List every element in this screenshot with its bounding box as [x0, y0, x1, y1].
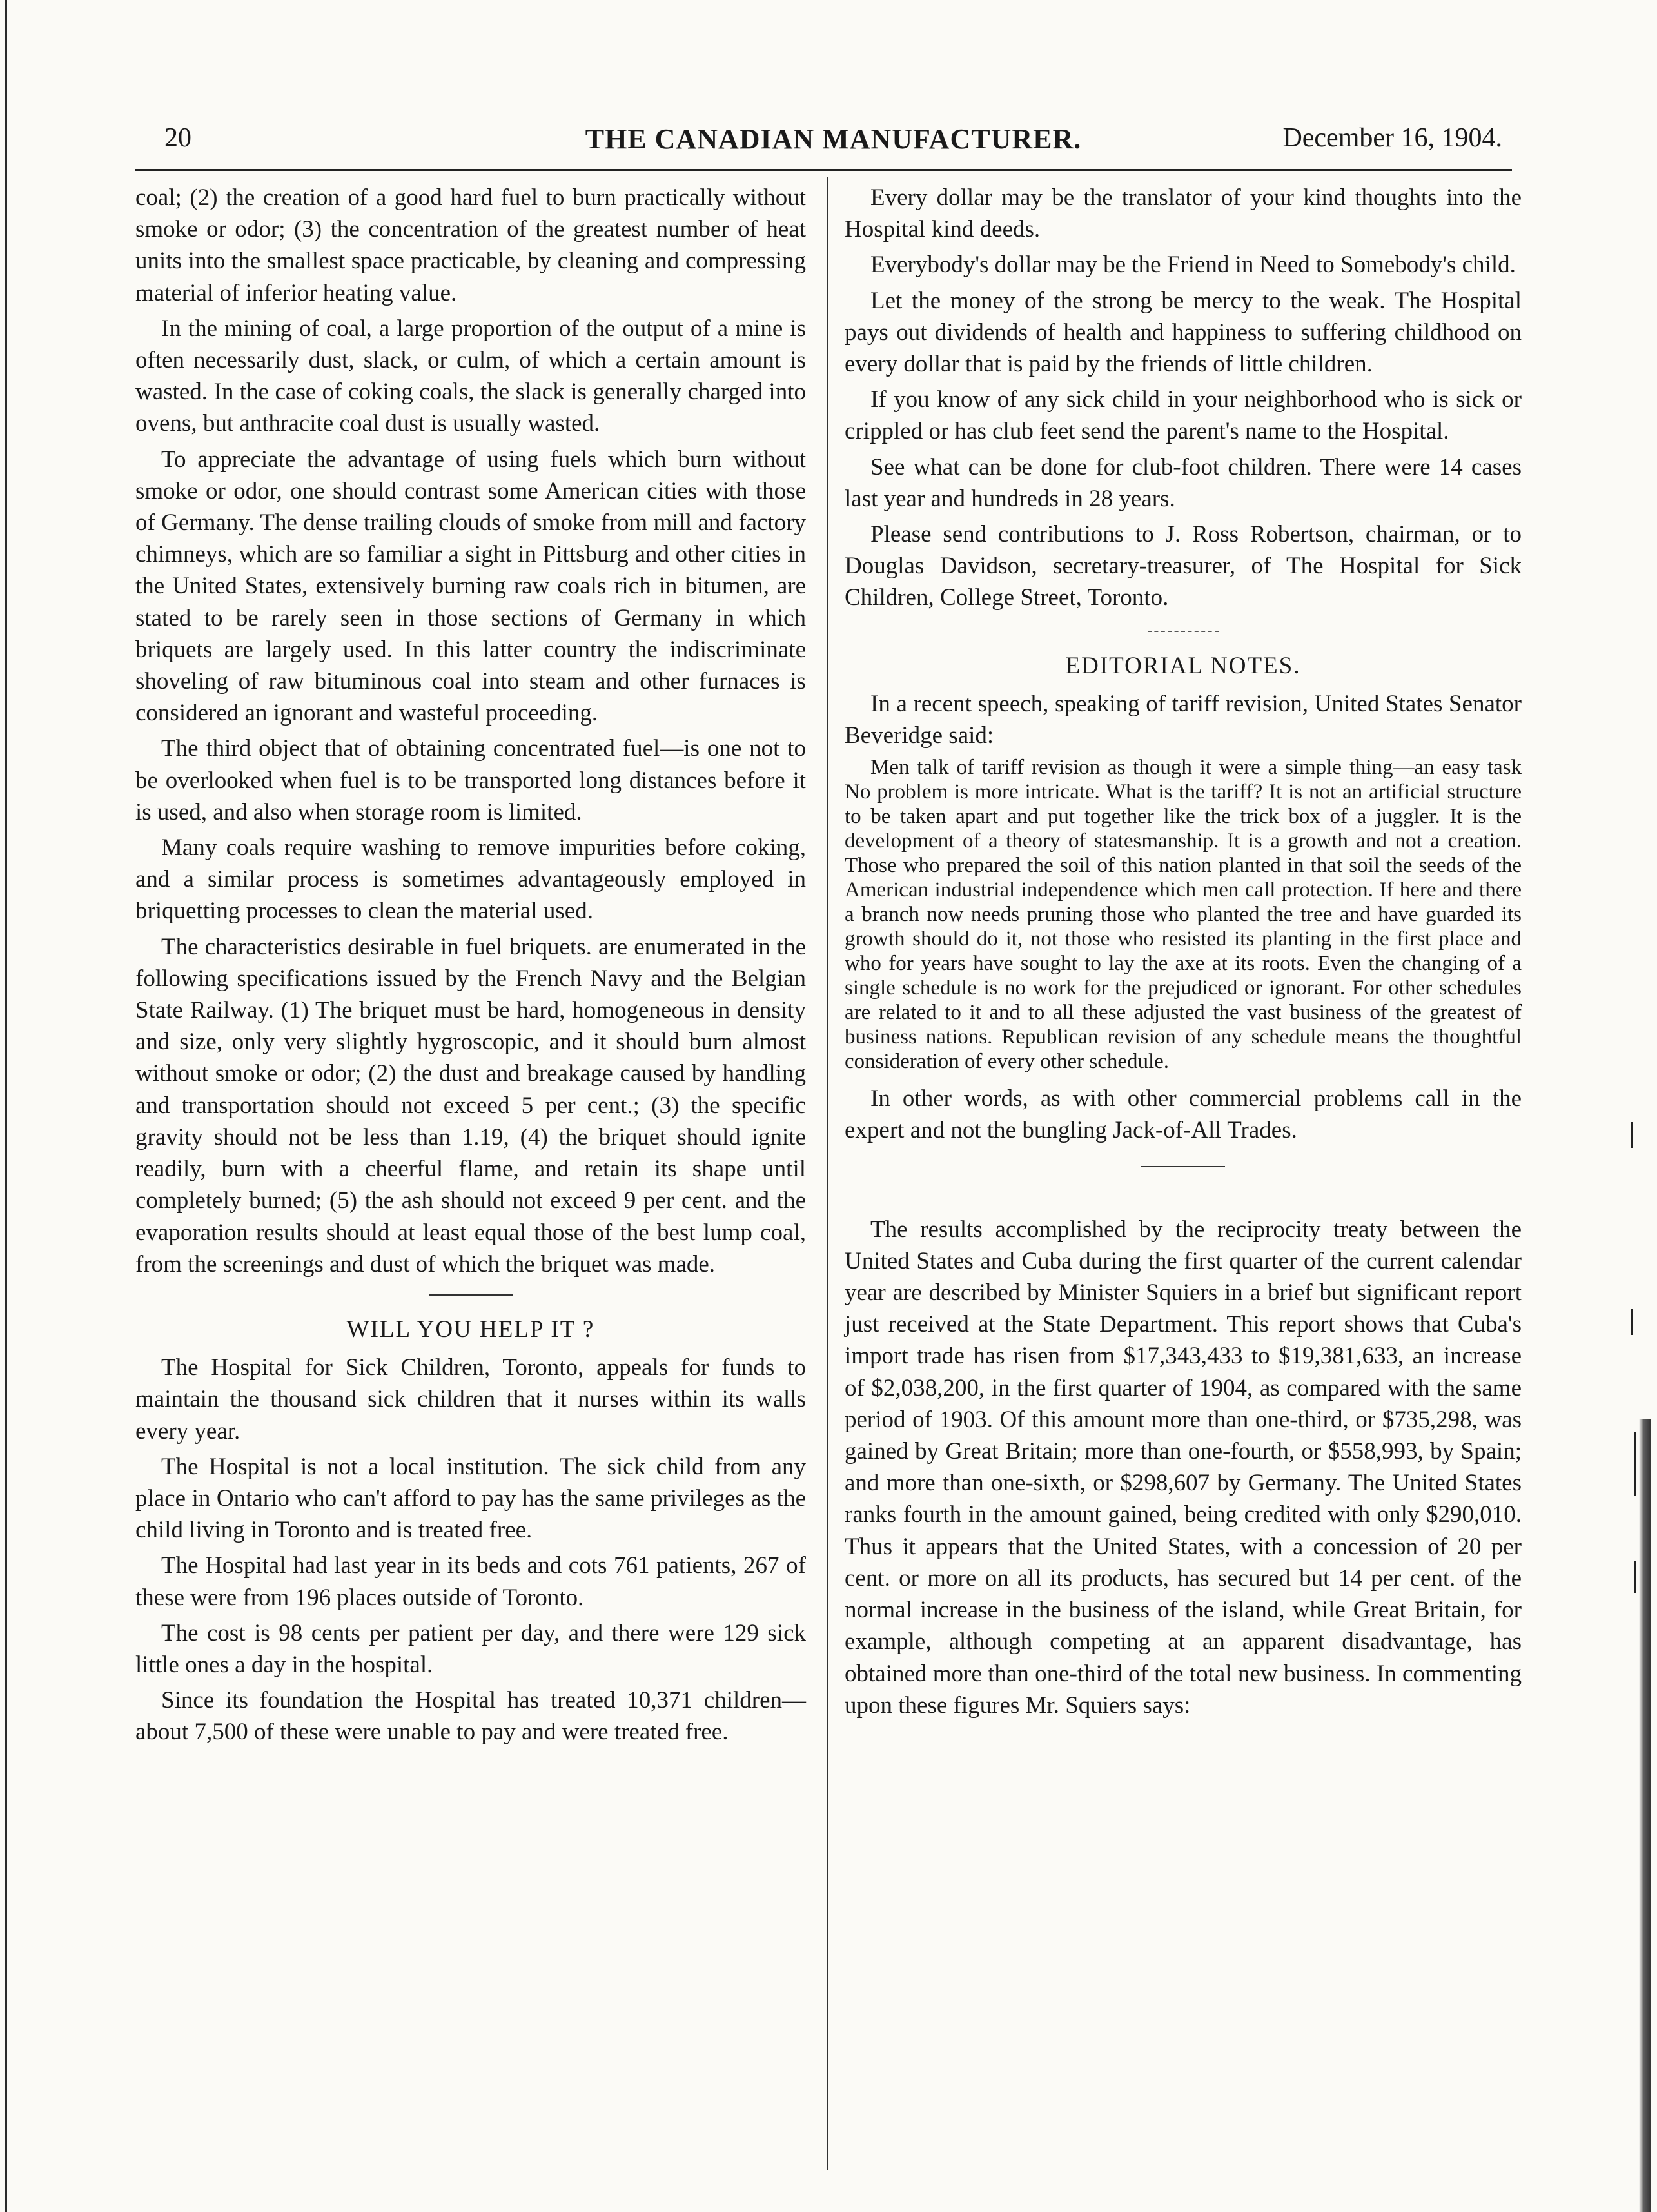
paragraph: To appreciate the advantage of using fuels which burn without smoke or odor, one should contrast some American cities with those of Germany. The dense trailing clouds of smoke from mill and factory chimneys, which are so familiar a sight in Pittsburg and other cities in the United States, extensively burning raw coals rich in bitumen, are stated to be rarely seen in those sections of Germany in which briquets are largely used. In this latter country the indiscriminate shoveling of raw bituminous coal into steam and other furnaces is considered an ignorant and wasteful proceeding. [135, 446, 806, 727]
section-rule [1148, 631, 1219, 632]
ink-mark [1631, 1122, 1633, 1148]
section-heading: EDITORIAL NOTES. [1065, 652, 1301, 679]
paragraph: In other words, as with other commercial problems call in the expert and not the bungling Jack-of-All Trades. [845, 1085, 1522, 1144]
paragraph: Since its foundation the Hospital has treated 10,371 children—about 7,500 of these were unable to pay and were treated free. [135, 1687, 806, 1746]
right-column [845, 182, 1522, 1725]
paragraph: The Hospital had last year in its beds and cots 761 patients, 267 of these were from 196 places outside of Toronto. [135, 1552, 806, 1611]
paragraph: Many coals require washing to remove impurities before coking, and a similar process is sometimes advantageously employed in briquetting processes to clean the material used. [135, 834, 806, 925]
paragraph: The Hospital for Sick Children, Toronto, appeals for funds to maintain the thousand sick children that it nurses within its walls every year. [135, 1354, 806, 1445]
section-rule [429, 1294, 513, 1296]
block-quote [845, 755, 1522, 1074]
paragraph: In the mining of coal, a large proportion of the output of a mine is often necessarily dust, slack, or culm, of which a certain amount is wasted. In the case of coking coals, the slack is generally charged into ovens, but anthracite coal dust is usually wasted. [135, 315, 806, 437]
scan-edge-left [5, 0, 7, 2212]
paragraph: See what can be done for club-foot children. There were 14 cases last year and hundreds in 28 years. [845, 453, 1522, 512]
page-header [164, 123, 1502, 174]
paragraph: The characteristics desirable in fuel briquets. are enumerated in the following specifications issued by the French Navy and the Belgian State Railway. (1) The briquet must be hard, homogeneous in density and size, only very slightly hygroscopic, and it should burn almost without smoke or odor; (2) the dust and breakage caused by handling and transportation should not exceed 5 per cent.; (3) the specific gravity should not be less than 1.19, (4) the briquet should ignite readily, burn with a cheerful flame, and retain its shape until completely burned; (5) the ash should not exceed 9 per cent. and the evaporation results should at least equal those of the best lump coal, from the screenings and dust of which the briquet was made. [135, 933, 806, 1278]
ink-mark [1631, 1309, 1633, 1335]
ink-mark [1634, 1432, 1636, 1496]
paragraph: The cost is 98 cents per patient per day, and there were 129 sick little ones a day in the hospital. [135, 1619, 806, 1678]
section-heading: WILL YOU HELP IT ? [346, 1316, 595, 1343]
paragraph: If you know of any sick child in your neighborhood who is sick or crippled or has club feet send the parent's name to the Hospital. [845, 386, 1522, 445]
scan-edge-right [1639, 1419, 1651, 2212]
issue-date: December 16, 1904. [1282, 123, 1502, 153]
left-column [135, 182, 806, 1752]
paragraph: Every dollar may be the translator of your kind thoughts into the Hospital kind deeds. [845, 184, 1522, 243]
paragraph: Please send contributions to J. Ross Robertson, chairman, or to Douglas Davidson, secretary-treasurer, of The Hospital for Sick Children, College Street, Toronto. [845, 521, 1522, 611]
paragraph: The Hospital is not a local institution. The sick child from any place in Ontario who can't afford to pay has the same privileges as the child living in Toronto and is treated free. [135, 1453, 806, 1544]
column-divider [827, 177, 828, 2170]
section-rule [1141, 1166, 1225, 1167]
paragraph: coal; (2) the creation of a good hard fuel to burn practically without smoke or odor; (3) the concentration of the greatest number of heat units into the smallest space practicable, by cleaning and compressing material of inferior heating value. [135, 184, 806, 306]
quote-text: Men talk of tariff revision as though it were a simple thing—an easy task No problem is more intricate. What is the tariff? It is not an artificial structure to be taken apart and put together like the trick box of a juggler. It is the development of a theory of statesmanship. It is a growth and not a creation. Those who prepared the soil of this nation planted in that soil the seeds of the American industrial independence which men call protection. If here and there a branch now needs pruning those who planted the tree and have guarded its growth should do it, not those who resisted its planting in the first place and who for years have sought to lay the axe at its roots. Even the changing of a single schedule is no work for the prejudiced or ignorant. For other schedules are related to it and to all these adjusted the vast business of the greatest of business nations. Republican revision of any schedule means the thoughtful consideration of every other schedule. [845, 756, 1522, 1074]
publication-title: THE CANADIAN MANUFACTURER. [585, 123, 1082, 155]
paragraph: Everybody's dollar may be the Friend in Need to Somebody's child. [870, 252, 1516, 279]
paragraph: Let the money of the strong be mercy to the weak. The Hospital pays out dividends of health and happiness to suffering childhood on every dollar that is paid by the friends of little children. [845, 287, 1522, 378]
paragraph: In a recent speech, speaking of tariff revision, United States Senator Beveridge said: [845, 690, 1522, 749]
spacer [845, 1175, 1522, 1214]
ink-mark [1634, 1561, 1636, 1593]
paragraph: The results accomplished by the reciprocity treaty between the United States and Cuba during the first quarter of the current calendar year are described by Minister Squiers in a brief but significant report just received at the State Department. This report shows that Cuba's import trade has risen from $17,343,433 to $19,381,633, an increase of $2,038,200, in the first quarter of 1904, as compared with the same period of 1903. Of this amount more than one-third, or $735,298, was gained by Great Britain; more than one-fourth, or $558,993, by Spain; and more than one-sixth, or $298,607 by Germany. The United States ranks fourth in the amount gained, being credited with only $290,010. Thus it appears that the United States, with a concession of 20 per cent. or more on all its products, has secured but 14 per cent. of the normal increase in the business of the island, while Great Britain, for example, although competing at an apparent disadvantage, has obtained more than one-third of the total new business. In commenting upon these figures Mr. Squiers says: [845, 1216, 1522, 1719]
page-number: 20 [164, 123, 191, 153]
header-rule [135, 169, 1512, 171]
paragraph: The third object that of obtaining concentrated fuel—is one not to be overlooked when fuel is to be transported long distances before it is used, and also when storage room is limited. [135, 735, 806, 825]
